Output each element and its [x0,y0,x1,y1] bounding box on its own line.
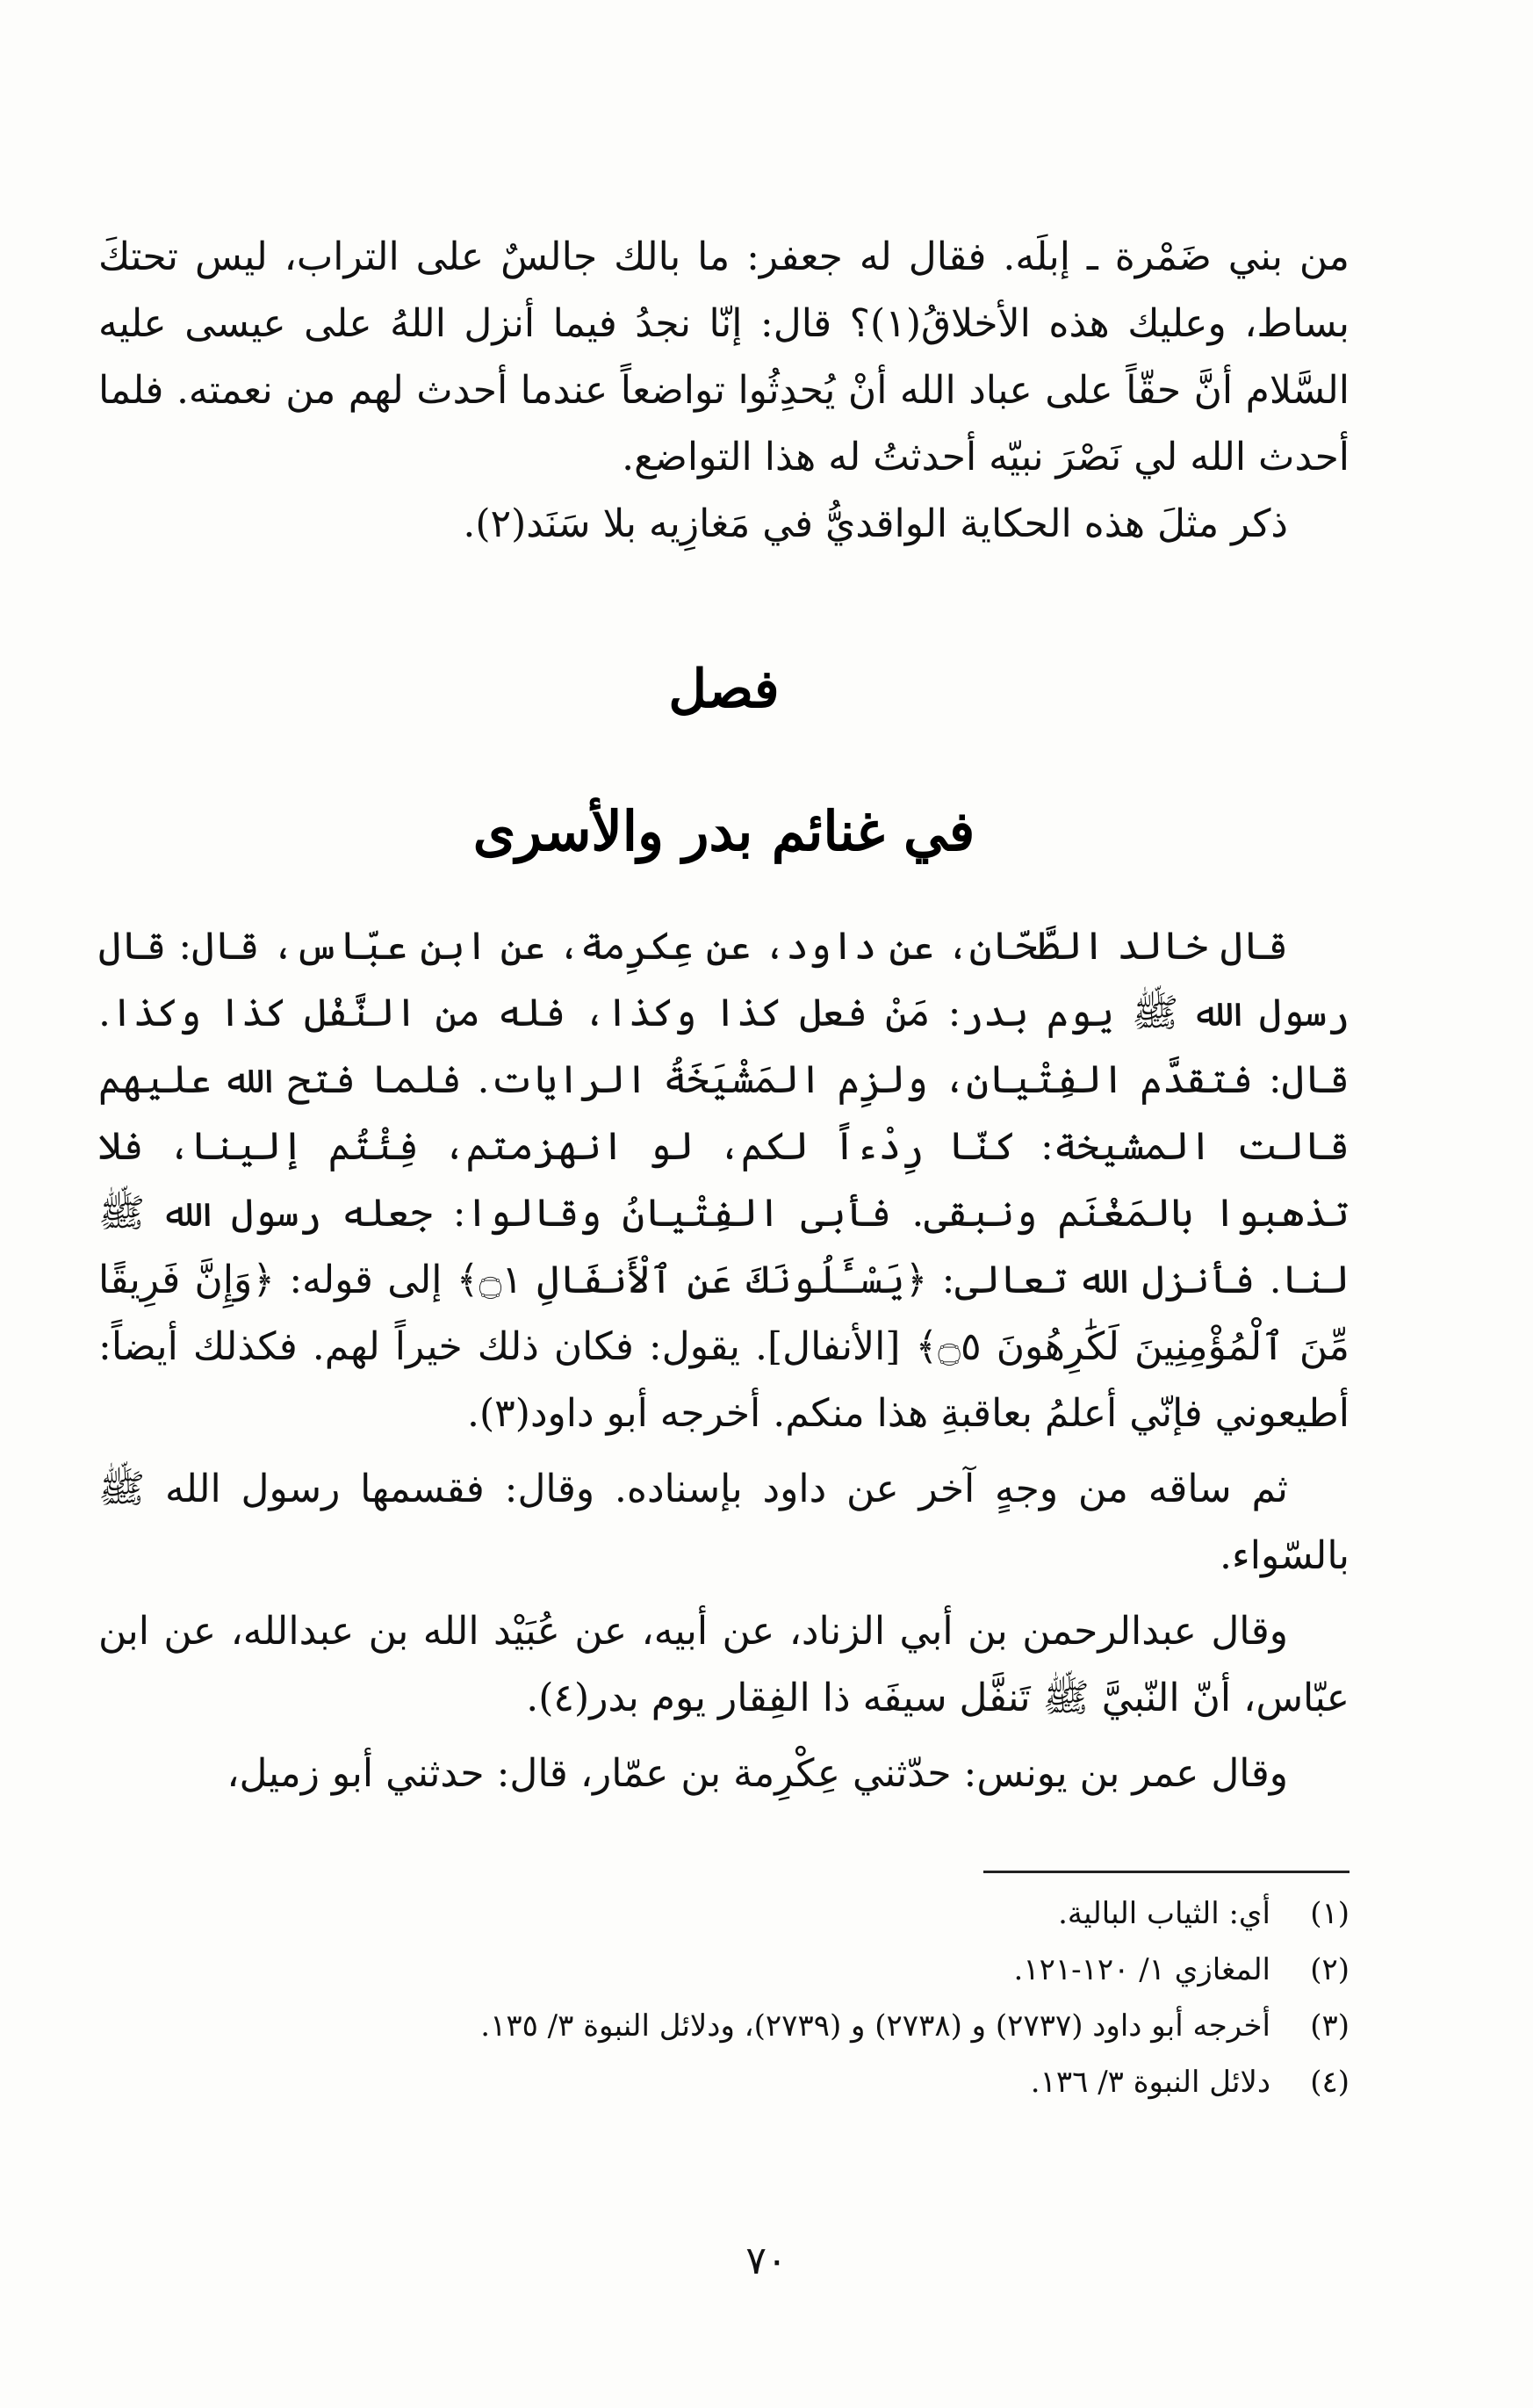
main-paragraph [98,1741,1349,1807]
footnote-text: أي: الثياب البالية. [1058,1896,1270,1931]
main-paragraph-text: وقال عمر بن يونس: حدّثني عِكْرِمة بن عمّار، قال: حدثني أبو زميل، [227,1751,1288,1796]
footnote-number: (٤) [1310,2065,1349,2100]
intro-paragraph: من بني ضَمْرة ـ إبلَه. فقال له جعفر: ما بالك جالسٌ على التراب، ليس تحتكَ بساط، وعليك هذه الأخلاقُ(١)؟ قال: إنّا نجدُ فيما أنزل اللهُ على عيسى عليه السَّلام أنَّ حقّاً على عباد الله أنْ يُحدِثُوا تواضعاً عندما أحدث لهم من نعمته. فلما أحدث الله لي نَصْرَ نبيّه أحدثتُ له هذا التواضع. [98,234,1349,479]
intro-paragraph-citation: ذكر مثلَ هذه الحكاية الواقديُّ في مَغازِيه بلا سَنَد(٢). [463,501,1288,546]
footnote-item [98,2001,1349,2051]
main-paragraph [98,913,1349,1447]
footnote-text: دلائل النبوة ٣/ ١٣٦. [1030,2065,1270,2100]
footnote-item [98,1888,1349,1939]
main-paragraph [98,1598,1349,1732]
footnote-text: المغازي ١/ ١٢٠-١٢١. [1013,1952,1270,1987]
footnotes [98,1888,1349,2113]
footnote-number: (١) [1310,1896,1349,1931]
main-paragraph-text: قال خالد الطَّحّان، عن داود، عن عِكرِمة، عن ابن عبّاس، قال: قال رسول الله ﷺ يوم بدر: مَنْ فعل كذا وكذا، فله من النَّفْل كذا وكذا. قال: فتقدَّم الفِتْيان، ولزِم المَشْيَخَةُ الرايات. فلما فتح الله عليهم قالت المشيخة: كنّا رِدْءاً لكم، لو انهزمتم، فِئْتُم إلينا، فلا تذهبوا بالمَغْنَم ونبقى. فأبى الفِتْيانُ وقالوا: جعله رسول الله ﷺ لنا. فأنزل الله تعالى: ﴿يَسْـَٔلُونَكَ عَنِ ٱلْأَنفَالِ ۝١﴾ إلى قوله: ﴿وَإِنَّ فَرِيقًا مِّنَ ٱلْمُؤْمِنِينَ لَكَٰرِهُونَ ۝٥﴾ [الأنفال]. يقول: فكان ذلك خيراً لهم. فكذلك أيضاً: أطيعوني فإنّي أعلمُ بعاقبةِ هذا منكم. أخرجه أبو داود(٣). [98,924,1350,1436]
footnote-item [98,2057,1349,2108]
footnote-number: (٢) [1310,1952,1349,1987]
intro-text [98,224,1349,558]
footnote-number: (٣) [1310,2008,1349,2044]
main-paragraph-text: ثم ساقه من وجهٍ آخر عن داود بإسناده. وقال: فقسمها رسول الله ﷺ بالسّواء. [98,1467,1349,1578]
section-label: فصل [668,659,780,720]
main-paragraph [98,1456,1349,1590]
main-text [98,913,1349,1816]
main-paragraph-text: وقال عبدالرحمن بن أبي الزناد، عن أبيه، عن عُبَيْد الله بن عبدالله، عن ابن عبّاس، أنّ النّبيَّ ﷺ تَنفَّل سيفَه ذا الفِقار يوم بدر(٤). [98,1609,1349,1720]
footnote-divider [983,1871,1349,1873]
section-title: في غنائم بدر والأسرى [472,799,975,863]
footnote-item [98,1944,1349,1995]
footnote-text: أخرجه أبو داود (٢٧٣٧) و (٢٧٣٨) و (٢٧٣٩)، ودلائل النبوة ٣/ ١٣٥. [480,2008,1270,2044]
page-number: ٧٠ [745,2239,788,2283]
